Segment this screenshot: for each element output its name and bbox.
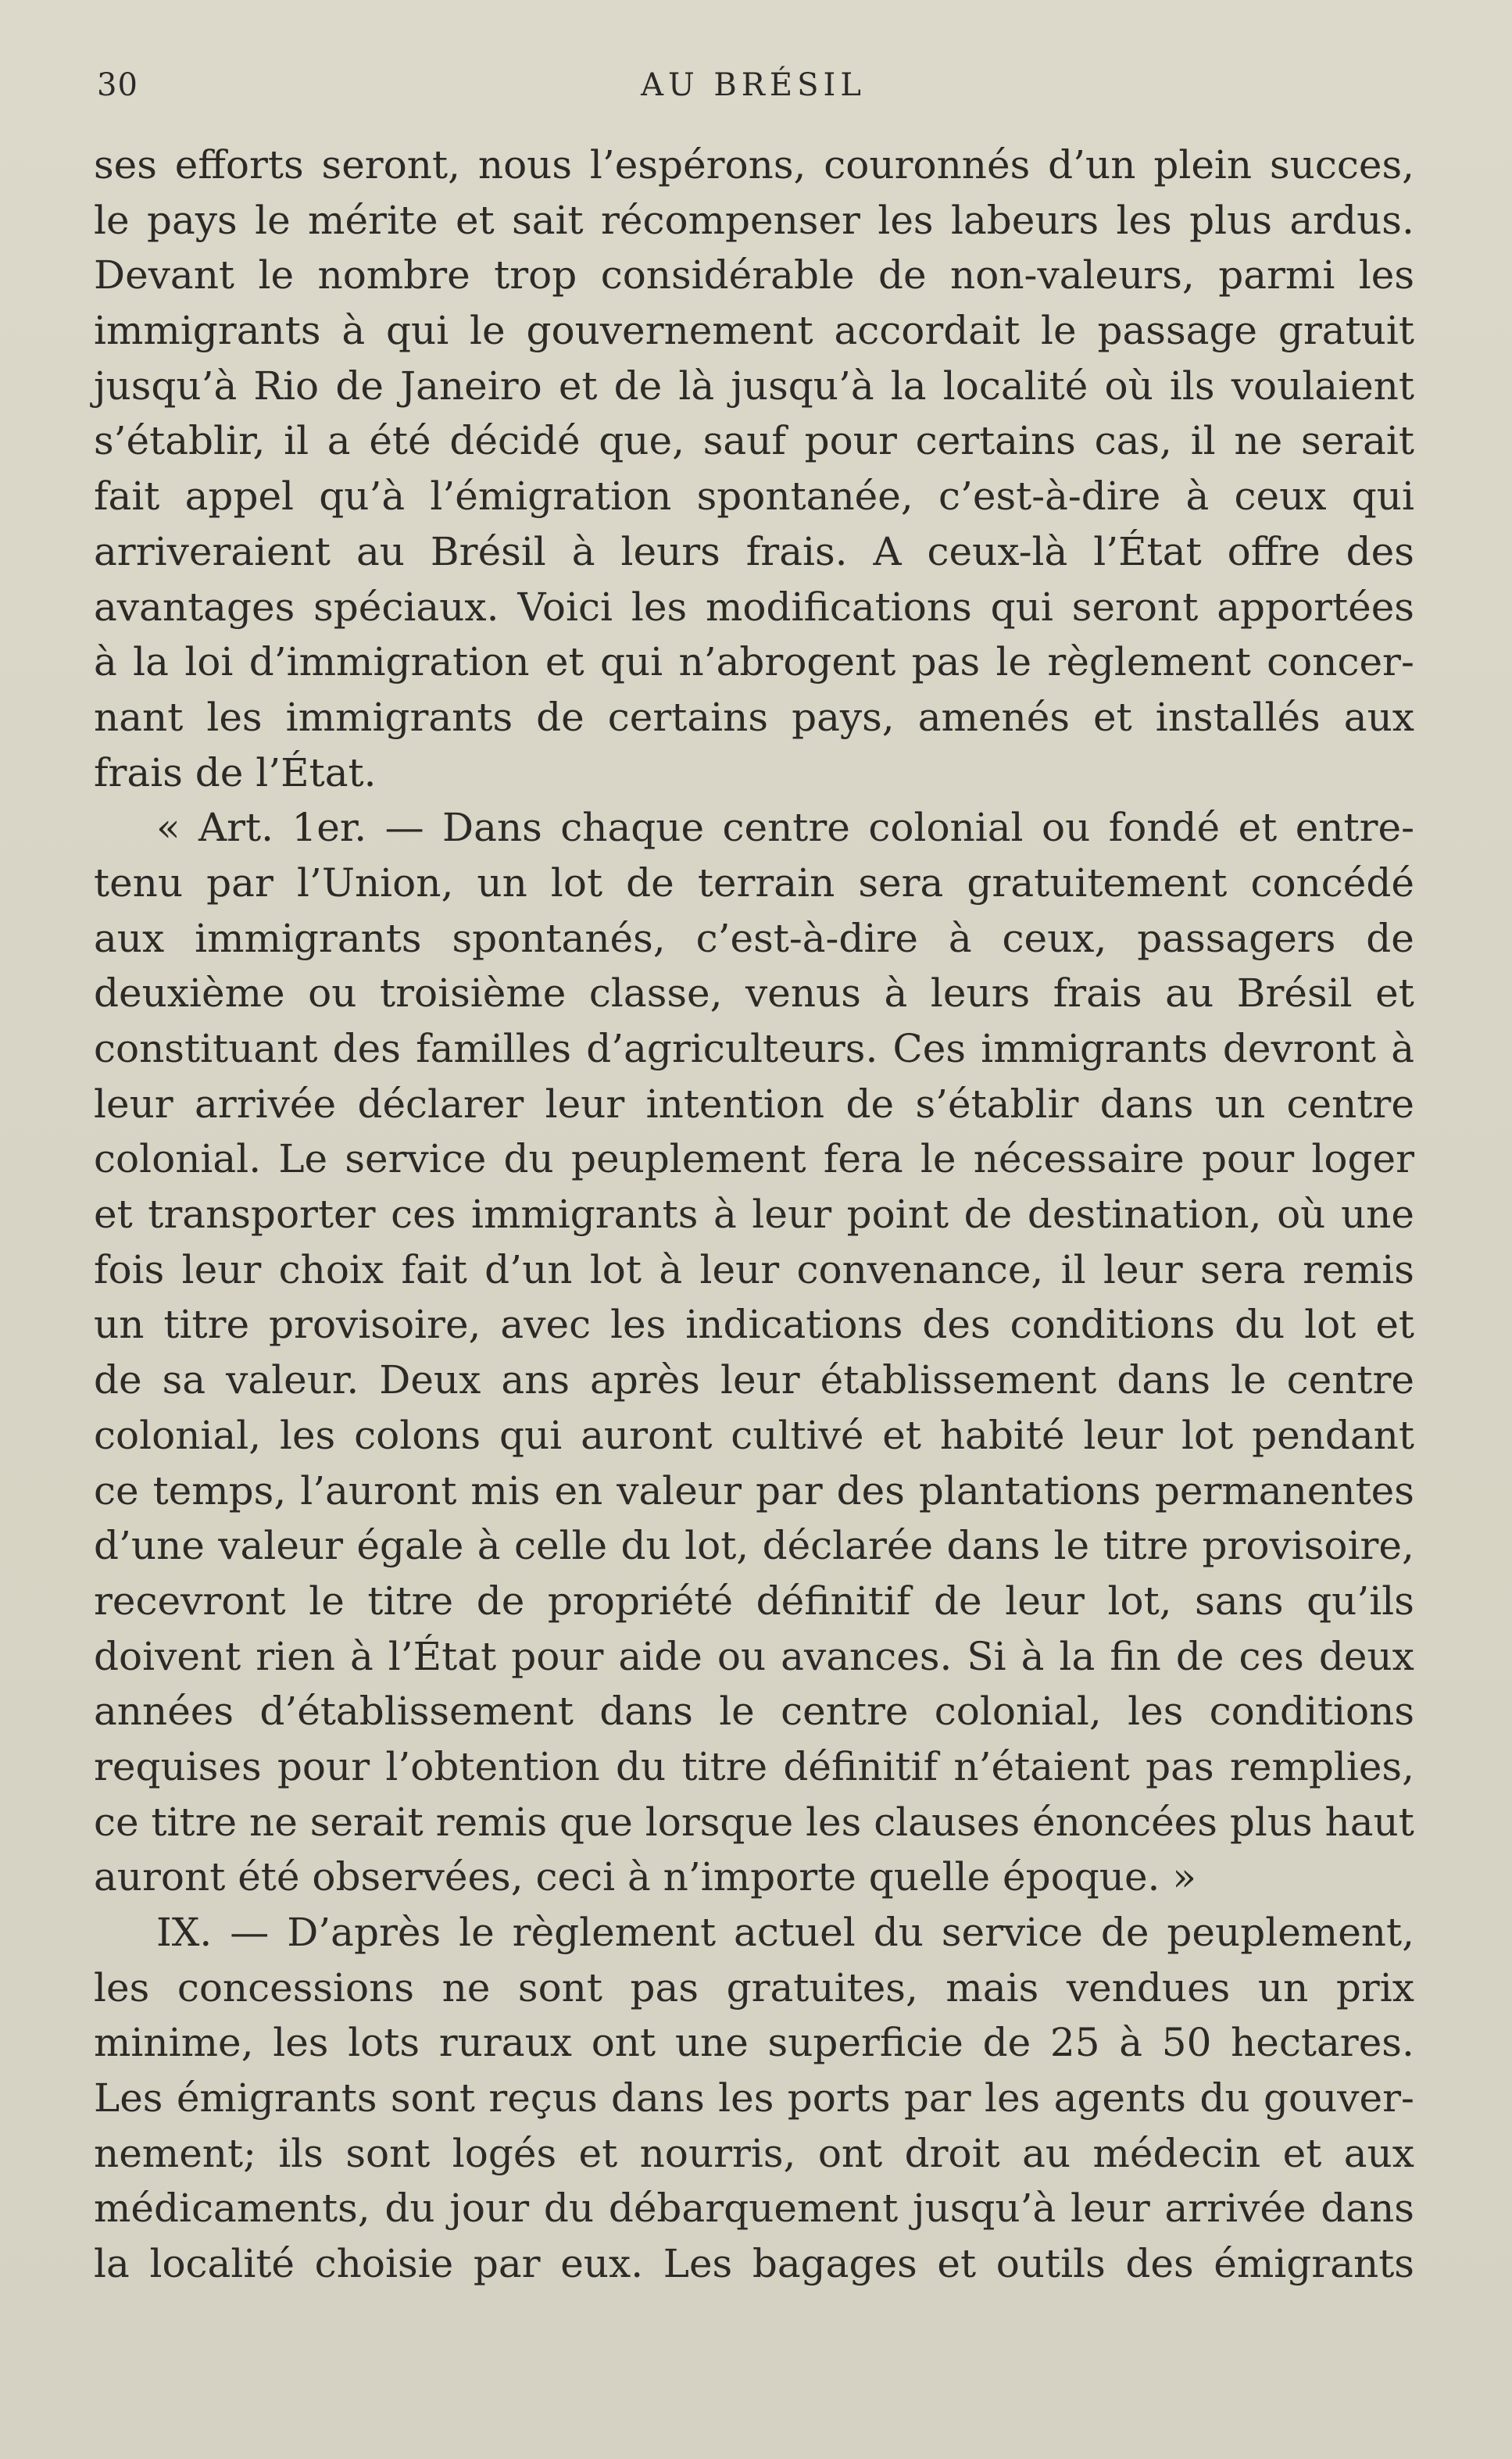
text-line: ce titre ne serait remis que lorsque les clauses énoncées plus haut [94, 1799, 1414, 1845]
text-line: la localité choisie par eux. Les bagages et outils des émigrants [94, 2241, 1414, 2287]
text-line: aux immigrants spontanés, c’est-à-dire à ceux, passagers de [94, 915, 1414, 961]
text-line: minime, les lots ruraux ont une superficie de 25 à 50 hectares. [94, 2020, 1414, 2066]
text-line: le pays le mérite et sait récompenser les labeurs les plus ardus. [94, 197, 1414, 243]
text-line: frais de l’État. [94, 749, 377, 795]
page-header [97, 67, 1410, 114]
text-line: les concessions ne sont pas gratuites, mais vendues un prix [94, 1964, 1414, 2010]
text-line: et transporter ces immigrants à leur point de destination, où une [94, 1192, 1414, 1238]
text-line: un titre provisoire, avec les indications des conditions du lot et [94, 1302, 1414, 1348]
text-line: fois leur choix fait d’un lot à leur convenance, il leur sera remis [94, 1246, 1414, 1292]
text-line: ses efforts seront, nous l’espérons, couronnés d’un plein succes, [94, 142, 1414, 188]
text-line: leur arrivée déclarer leur intention de s’établir dans un centre [94, 1081, 1414, 1127]
text-line: colonial. Le service du peuplement fera le nécessaire pour loger [94, 1136, 1414, 1182]
text-line: arriveraient au Brésil à leurs frais. A ceux-là l’État offre des [94, 528, 1414, 574]
body-text [94, 138, 1414, 2292]
text-line: IX. — D’après le règlement actuel du service de peuplement, [156, 1910, 1414, 1955]
text-line: Les émigrants sont reçus dans les ports par les agents du gouver- [94, 2075, 1414, 2121]
text-line: recevront le titre de propriété définitif de leur lot, sans qu’ils [94, 1578, 1414, 1624]
text-line: avantages spéciaux. Voici les modifications qui seront apportées [94, 584, 1414, 630]
text-line: « Art. 1er. — Dans chaque centre colonial ou fondé et entre- [156, 805, 1414, 851]
text-line: jusqu’à Rio de Janeiro et de là jusqu’à la localité où ils voulaient [94, 363, 1414, 409]
text-line: doivent rien à l’État pour aide ou avances. Si à la fin de ces deux [94, 1633, 1414, 1679]
text-line: nement; ils sont logés et nourris, ont droit au médecin et aux [94, 2130, 1414, 2176]
text-line: nant les immigrants de certains pays, amenés et installés aux [94, 694, 1414, 740]
text-line: tenu par l’Union, un lot de terrain sera gratuitement concédé [94, 860, 1414, 906]
text-line: constituant des familles d’agriculteurs. Ces immigrants devront à [94, 1026, 1414, 1071]
text-line: années d’établissement dans le centre colonial, les conditions [94, 1689, 1414, 1735]
text-line: deuxième ou troisième classe, venus à leurs frais au Brésil et [94, 970, 1414, 1017]
text-line: de sa valeur. Deux ans après leur établissement dans le centre [94, 1357, 1414, 1403]
text-line: s’établir, il a été décidé que, sauf pour certains cas, il ne serait [94, 418, 1414, 464]
text-line: fait appel qu’à l’émigration spontanée, c’est-à-dire à ceux qui [94, 474, 1414, 520]
text-line: immigrants à qui le gouvernement accordait le passage gratuit [94, 308, 1414, 354]
text-line: médicaments, du jour du débarquement jusqu’à leur arrivée dans [94, 2186, 1414, 2232]
text-line: Devant le nombre trop considérable de non-valeurs, parmi les [94, 252, 1414, 298]
running-title: AU BRÉSIL [641, 67, 866, 103]
text-line: d’une valeur égale à celle du lot, déclarée dans le titre provisoire, [94, 1523, 1414, 1569]
text-line: auront été observées, ceci à n’importe quelle époque. » [94, 1854, 1196, 1900]
text-line: colonial, les colons qui auront cultivé et habité leur lot pendant [94, 1412, 1414, 1458]
page-number: 30 [97, 67, 138, 103]
text-line: requises pour l’obtention du titre définitif n’étaient pas remplies, [94, 1743, 1414, 1789]
text-line: ce temps, l’auront mis en valeur par des plantations permanentes [94, 1467, 1414, 1514]
text-line: à la loi d’immigration et qui n’abrogent pas le règlement concer- [94, 639, 1414, 685]
